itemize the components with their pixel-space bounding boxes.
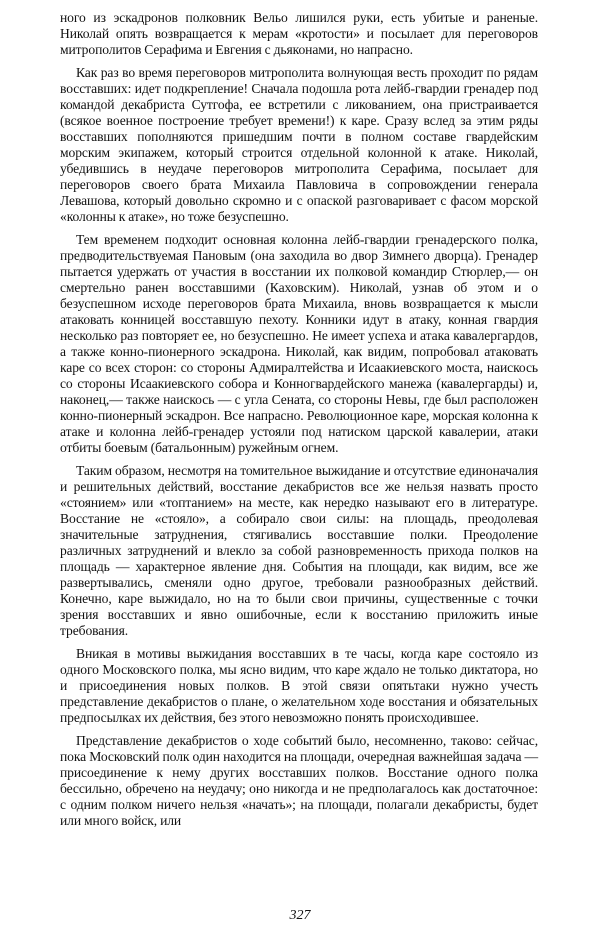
paragraph-waiting-analysis: Таким образом, несмотря на томительное выжидание и отсутствие единоначалия и решительных действий, восстание декабристов все же нельзя назвать просто «стоянием» или «топтанием» на месте, как нередко называют его в литературе. Восстание не «стояло», а собирало свои силы: на площадь, преодолевая значительные затруднения, стягивались восставшие полки. Преодоление различных затруднений и влекло за собой разновременность прихода полков на площадь — характерное явление дня. События на площади, как видим, все же развертывались, сменяли одно другое, требовали разнообразных действий. Конечно, каре выжидало, но на то были свои причины, существенные с точки зрения восставших и явно ошибочные, если к восстанию приложить иные требования. [60,463,538,638]
paragraph-waiting-motives: Вникая в мотивы выжидания восставших в те часы, когда каре состояло из одного Московского полка, мы ясно видим, что каре ждало не только диктатора, но и присоединения новых полков. В этой связи опятьтаки нужно учесть представление декабристов о плане, о желательном ходе восстания и обязательных предпосылках их действия, без этого невозможно понять происходившее. [60,646,538,725]
paragraph-continuation: ного из эскадронов полковник Вельо лишился руки, есть убитые и раненые. Николай опять возвращается к мерам «кротости» и посылает для переговоров митрополитов Серафима и Евгения с дьяконами, но напрасно. [60,10,538,57]
paragraph-grenadier-column: Тем временем подходит основная колонна лейб-гвардии гренадерского полка, предводительствуемая Пановым (она заходила во двор Зимнего дворца). Гренадер пытается удержать от участия в восстании их полковой командир Стюрлер,— он смертельно ранен восставшими (Каховским). Николай, узнав об этом и о безуспешном исходе переговоров брата Михаила, вновь возвращается к мысли атаковать конницей восставшую пехоту. Конники идут в атаку, конная гвардия несколько раз повторяет ее, но безуспешно. Не имеет успеха и атака кавалергардов, а также конно-пионерного эскадрона. Николай, как видим, попробовал атаковать каре со всех сторон: со стороны Адмиралтейства и Исаакиевского моста, наискось со стороны Исаакиевского собора и Конногвардейского манежа (кавалергарды) и, наконец,— также наискось — с угла Сената, со стороны Невы, где был расположен конно-пионерный эскадрон. Все напрасно. Революционное каре, морская колонна к атаке и колонна лейб-гренадер устояли под натиском царской кавалерии, атаки отбиты боевым (батальонным) ружейным огнем. [60,232,538,455]
page-number: 327 [289,908,311,923]
document-page [60,10,538,836]
paragraph-decembrist-plan: Представление декабристов о ходе событий было, несомненно, таково: сейчас, пока Московский полк один находится на площади, очередная важнейшая задача — присоединение к нему других восставших полков. Восстание одного полка бессильно, обречено на неудачу; оно никогда и не предполагалось как достаточное: с одним полком ничего нельзя «начать»; на площади, полагали декабристы, будет или много войск, или [60,733,538,828]
paragraph-reinforcement: Как раз во время переговоров митрополита волнующая весть проходит по рядам восставших: идет подкрепление! Сначала подошла рота лейб-гвардии гренадер под командой декабриста Сутгофа, ее встретили с ликованием, она пристраивается (всякое военное построение требует времени!) к каре. Сразу вслед за этим ряды восставших пополняются пришедшим почти в полном составе гвардейским морским экипажем, который строится отдельной колонной к атаке. Николай, убедившись в неудаче переговоров митрополита Серафима, посылает для переговоров своего брата Михаила Павловича в сопровождении генерала Левашова, который довольно скромно и с опаской разговаривает с фасом морской «колонны к атаке», но тоже безуспешно. [60,65,538,224]
